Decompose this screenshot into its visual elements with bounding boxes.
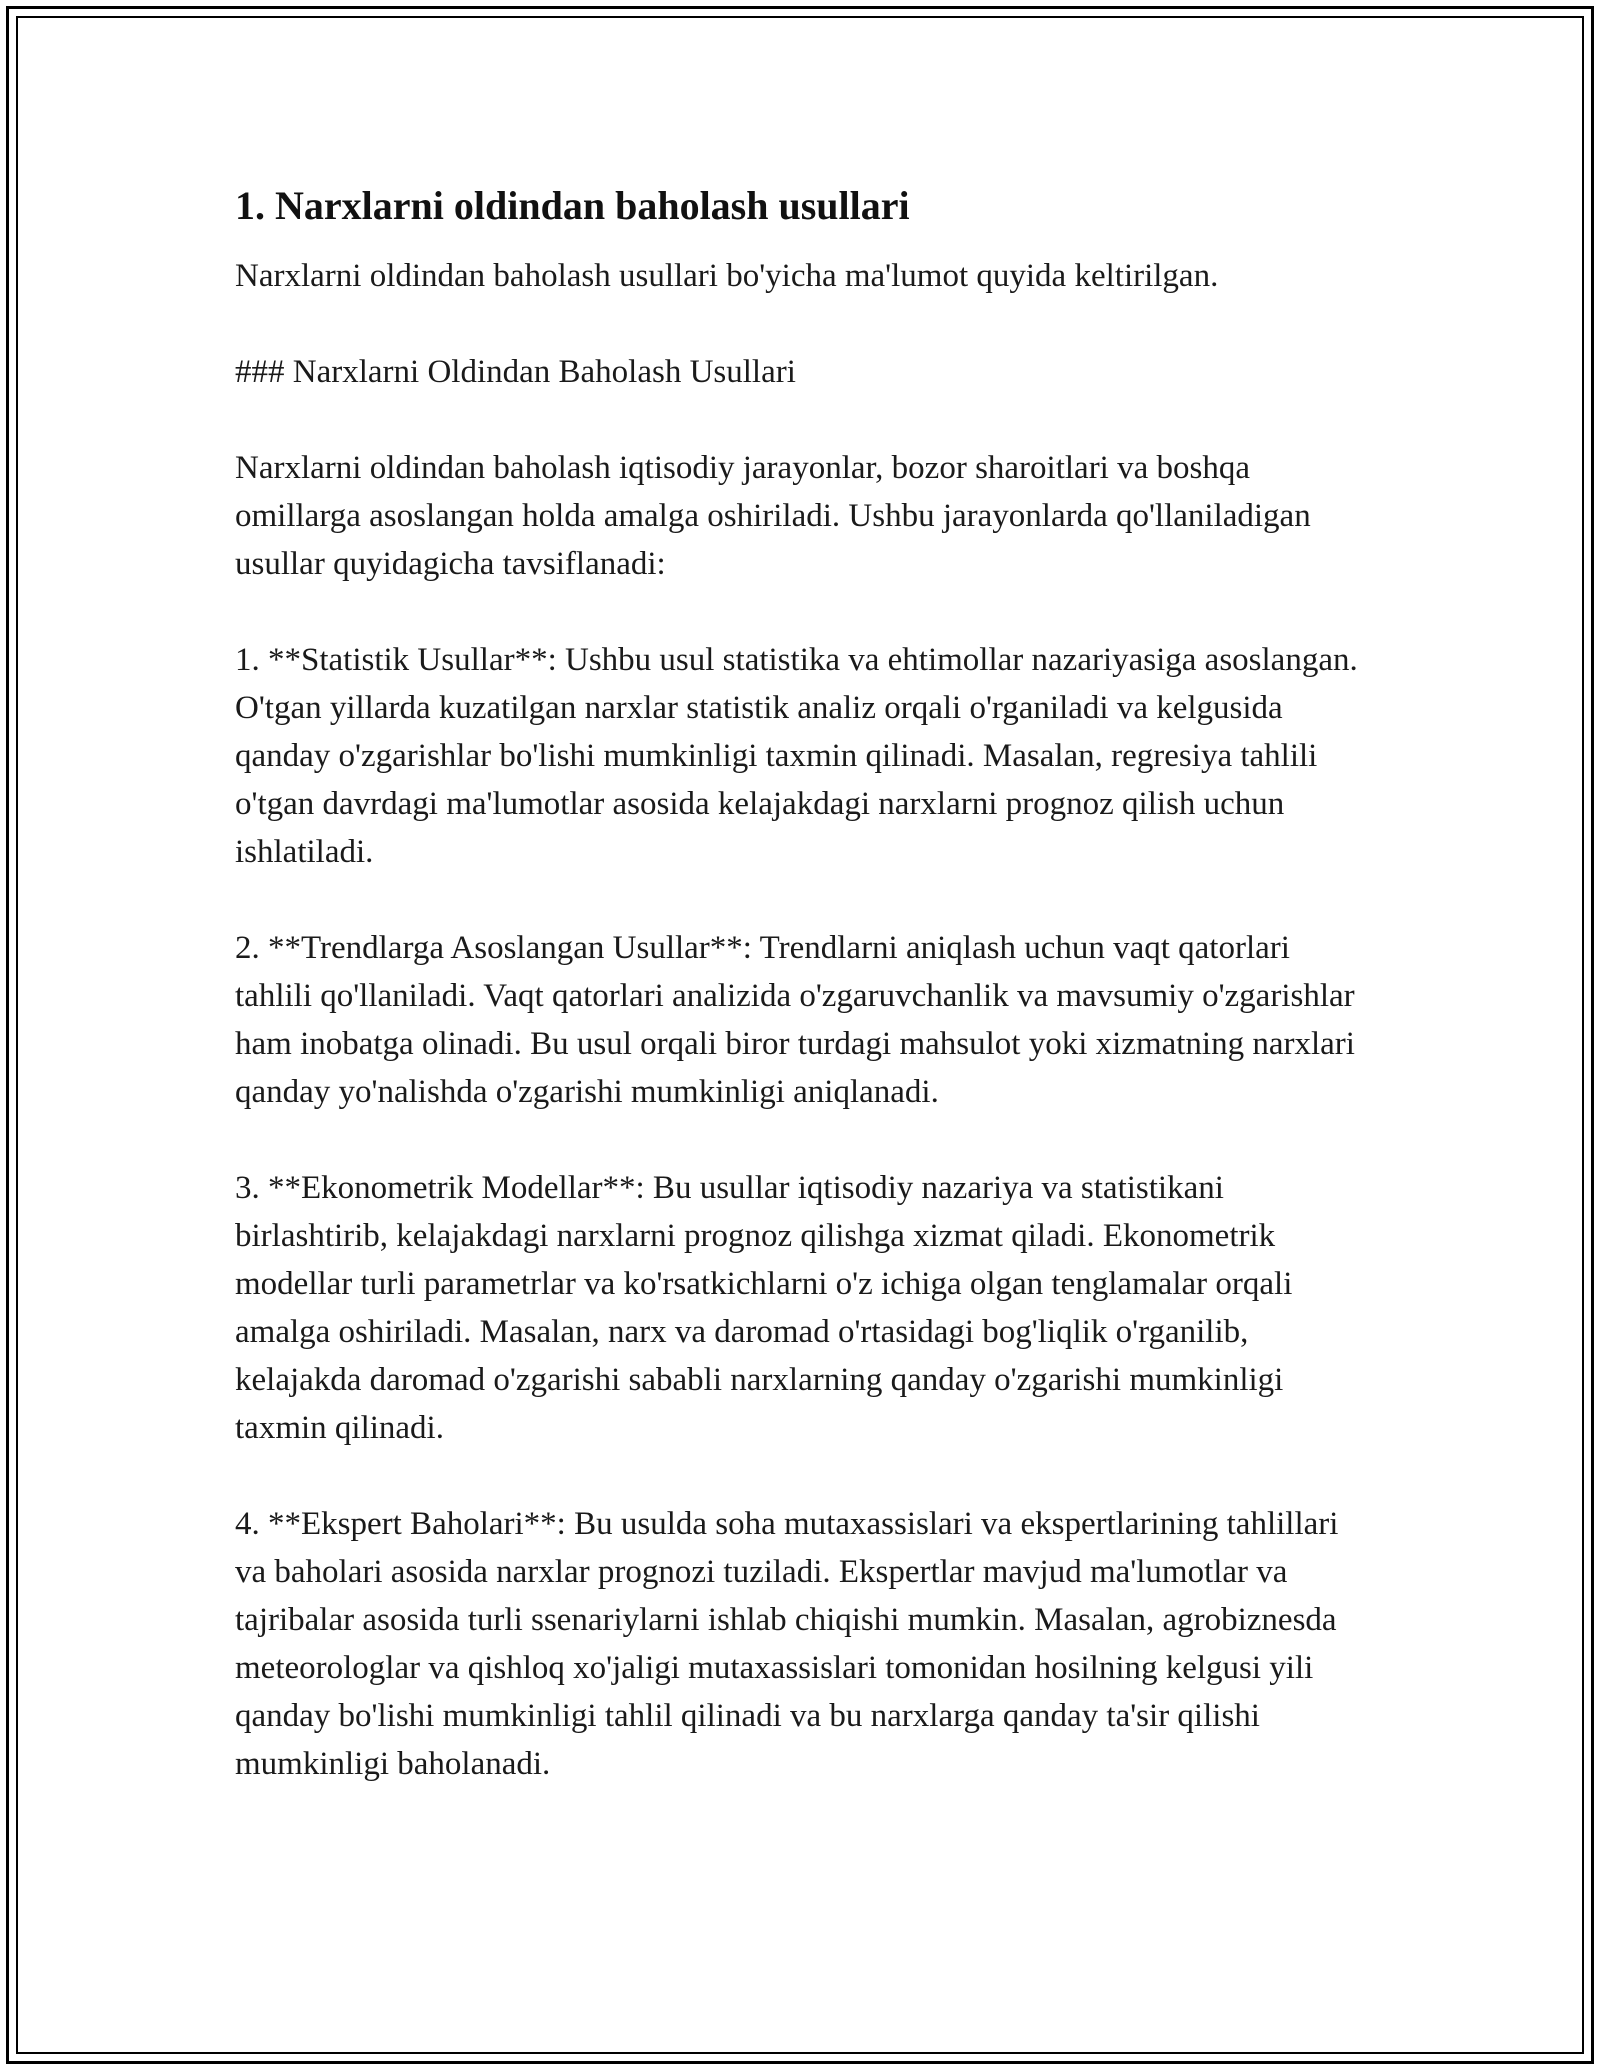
- method-statistical-paragraph: 1. **Statistik Usullar**: Ushbu usul statistika va ehtimollar nazariyasiga asoslangan. O'tgan yillarda kuzatilgan narxlar statistik analiz orqali o'rganiladi va kelgusida qanday o'zgarishlar bo'lishi mumkinligi taxmin qilinadi. Masalan, regresiya tahlili o'tgan davrdagi ma'lumotlar asosida kelajakdagi narxlarni prognoz qilish uchun ishlatiladi.: [235, 642, 1358, 870]
- method-econometric-paragraph: 3. **Ekonometrik Modellar**: Bu usullar iqtisodiy nazariya va statistikani birlashtirib, kelajakdagi narxlarni prognoz qilishga xizmat qiladi. Ekonometrik modellar turli parametrlar va ko'rsatkichlarni o'z ichiga olgan tenglamalar orqali amalga oshiriladi. Masalan, narx va daromad o'rtasidagi bog'liqlik o'rganilib, kelajakda daromad o'zgarishi sababli narxlarning qanday o'zgarishi mumkinligi taxmin qilinadi.: [235, 1170, 1293, 1446]
- method-trend-paragraph: 2. **Trendlarga Asoslangan Usullar**: Trendlarni aniqlash uchun vaqt qatorlari tahlili qo'llaniladi. Vaqt qatorlari analizida o'zgaruvchanlik va mavsumiy o'zgarishlar ham inobatga olinadi. Bu usul orqali biror turdagi mahsulot yoki xizmatning narxlari qanday yo'nalishda o'zgarishi mumkinligi aniqlanadi.: [235, 930, 1355, 1110]
- overview-paragraph: Narxlarni oldindan baholash iqtisodiy jarayonlar, bozor sharoitlari va boshqa omillarga asoslangan holda amalga oshiriladi. Ushbu jarayonlarda qo'llaniladigan usullar quyidagicha tavsiflanadi:: [235, 450, 1311, 582]
- document-body: [235, 180, 1375, 1836]
- intro-paragraph: Narxlarni oldindan baholash usullari bo'yicha ma'lumot quyida keltirilgan.: [235, 258, 1219, 294]
- method-expert-paragraph: 4. **Ekspert Baholari**: Bu usulda soha mutaxassislari va ekspertlarining tahlillari va baholari asosida narxlar prognozi tuziladi. Ekspertlar mavjud ma'lumotlar va tajribalar asosida turli ssenariylarni ishlab chiqishi mumkin. Masalan, agrobiznesda meteorologlar va qishloq xo'jaligi mutaxassislari tomonidan hosilning kelgusi yili qanday bo'lishi mumkinligi tahlil qilinadi va bu narxlarga qanday ta'sir qilishi mumkinligi baholanadi.: [235, 1506, 1339, 1782]
- document-title: 1. Narxlarni oldindan baholash usullari: [235, 183, 910, 228]
- section-heading-text: ### Narxlarni Oldindan Baholash Usullari: [235, 354, 796, 390]
